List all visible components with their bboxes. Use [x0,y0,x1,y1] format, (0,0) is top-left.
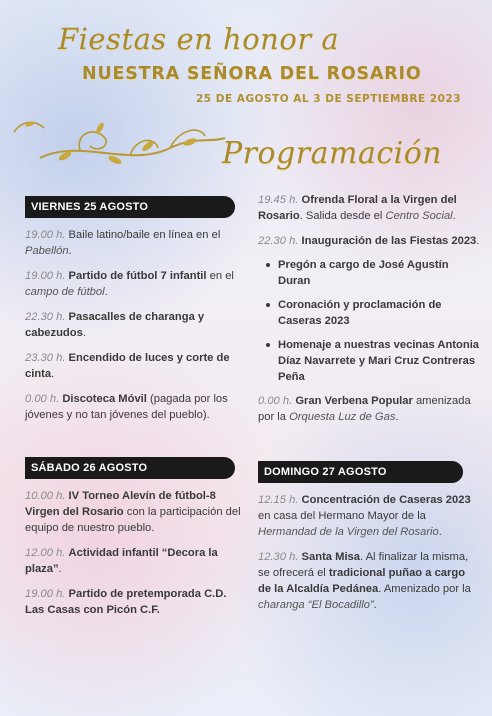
event-end: . [58,563,62,575]
event-text: . Amenizado por la [378,583,471,595]
event-item [25,227,247,259]
event-end: . [51,368,55,380]
gold-flourish-ornament [20,98,230,178]
day-tab-domingo: DOMINGO 27 AGOSTO [258,461,463,483]
event-item [258,393,480,425]
right-column [258,192,480,613]
event-title: Gran Verbena Popular [295,395,413,407]
event-end: . [438,526,442,538]
event-title: Inauguración de las Fiestas 2023 [301,235,477,247]
event-place: Hermandad de la Virgen del Rosario [258,526,439,538]
event-title: Encendido de luces y corte de cinta [25,352,230,380]
event-item [258,549,480,613]
event-time: 19.00 h. [25,588,66,600]
event-time: 10.00 h. [25,490,66,502]
event-time: 19.45 h. [258,194,299,206]
day-tab-viernes: VIERNES 25 AGOSTO [25,196,235,218]
event-title: Pasacalles de charanga y cabezudos [25,311,205,339]
event-end: . [452,210,456,222]
event-title: Concentración de Caseras 2023 [301,494,471,506]
event-time: 0.00 h. [258,395,293,407]
small-flourish-icon [10,112,50,142]
event-item [258,233,480,249]
programacion-heading: Programación [222,136,443,171]
event-item [25,545,247,577]
event-place: Centro Social [385,210,453,222]
event-title: Partido de fútbol 7 infantil [68,270,207,282]
day-tab-sabado: SÁBADO 26 AGOSTO [25,457,235,479]
event-title: tradicional puñao a cargo de la Alcaldía Pedánea [258,567,466,595]
event-text: Baile latino/baile en línea en el [68,229,221,241]
list-item: Homenaje a nuestras vecinas Antonia Díaz Navarrete y Mari Cruz Contreras Peña [258,337,480,385]
event-text: con la participación del equipo de nuestro pueblo. [25,506,241,534]
event-time: 19.00 h. [25,229,66,241]
event-time: 23.30 h. [25,352,66,364]
event-place: charanga “El Bocadillo” [258,599,374,611]
event-end: . [82,327,86,339]
event-text: . Salida desde el [299,210,383,222]
title-dates: 25 DE AGOSTO AL 3 DE SEPTIEMBRE 2023 [196,93,462,105]
event-time: 0.00 h. [25,393,60,405]
event-title: Partido de pretemporada C.D. Las Casas con Picón C.F. [25,588,227,616]
title-script: Fiestas en honor a [58,22,340,56]
event-title: IV Torneo Alevín de fútbol-8 Virgen del Rosario [25,490,216,518]
event-item [25,268,247,300]
event-item [25,350,247,382]
event-end: . [104,286,108,298]
event-item [25,488,247,536]
event-item [25,391,247,423]
event-item [25,309,247,341]
event-title: Discoteca Móvil [62,393,147,405]
event-end: . [476,235,480,247]
event-end: . [395,411,399,423]
event-text: en el [209,270,234,282]
event-item [258,492,480,540]
event-end: . [373,599,377,611]
event-text: (pagada por los jóvenes y no tan jóvenes del pueblo). [25,393,228,421]
event-item [25,586,247,618]
event-end: . [68,245,72,257]
event-title: Actividad infantil “Decora la plaza” [25,547,218,575]
event-title: Ofrenda Floral a la Virgen del Rosario [258,194,457,222]
event-time: 12.30 h. [258,551,299,563]
event-time: 19.00 h. [25,270,66,282]
list-item: Coronación y proclamación de Caseras 2023 [258,297,480,329]
event-item [258,192,480,224]
event-time: 12.00 h. [25,547,66,559]
event-place: Pabellón [25,245,69,257]
header [0,0,492,190]
event-text: en casa del Hermano Mayor de la [258,510,426,522]
event-text: . Al finalizar la misma, se ofrecerá el [258,551,469,579]
event-time: 12.15 h. [258,494,299,506]
event-place: campo de fútbol [25,286,105,298]
inauguration-list [258,257,480,385]
title-main: NUESTRA SEÑORA DEL ROSARIO [82,64,422,84]
left-column [25,196,247,618]
list-item: Pregón a cargo de José Agustín Duran [258,257,480,289]
event-title: Santa Misa [301,551,360,563]
event-place: Orquesta Luz de Gas [289,411,396,423]
event-text: amenizada por la [258,395,471,423]
event-time: 22.30 h. [258,235,299,247]
event-time: 22.30 h. [25,311,66,323]
